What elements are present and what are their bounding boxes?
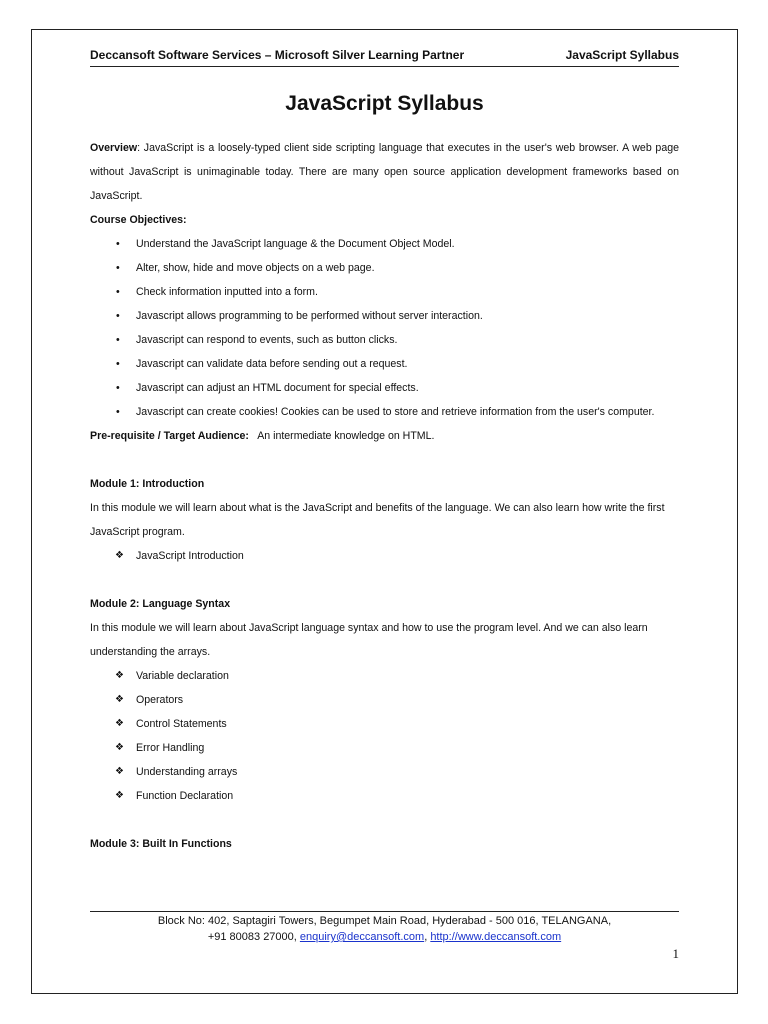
footer-address: Block No: 402, Saptagiri Towers, Begumpet Main Road, Hyderabad - 500 016, TELANGANA, xyxy=(157,915,612,927)
overview-label: Overview xyxy=(90,142,138,154)
objectives-list xyxy=(90,232,679,424)
overview-paragraph xyxy=(90,136,679,208)
bullet-icon: • xyxy=(116,382,120,394)
module-heading: Module 2: Language Syntax xyxy=(90,598,231,610)
module-description: In this module we will learn about JavaScript language syntax and how to use the program level. And we can also learn understanding the arrays. xyxy=(90,622,648,658)
footer-rule xyxy=(90,911,679,912)
list-item: • Understand the JavaScript language & the Document Object Model. xyxy=(90,232,679,256)
module-heading: Module 1: Introduction xyxy=(90,478,205,490)
list-item: • Javascript allows programming to be performed without server interaction. xyxy=(90,304,679,328)
footer-contact: +91 80083 27000, enquiry@deccansoft.com, http://www.deccansoft.com xyxy=(207,931,562,943)
diamond-bullet-icon: ❖ xyxy=(115,742,124,753)
overview-text: : JavaScript is a loosely-typed client side scripting language that executes in the user's web browser. A web page without JavaScript is unimaginable today. There are many open source application development frameworks based on JavaScript. xyxy=(90,142,679,202)
list-item: ❖ Error Handling xyxy=(90,736,679,760)
list-item: • Check information inputted into a form. xyxy=(90,280,679,304)
diamond-bullet-icon: ❖ xyxy=(115,670,124,681)
bullet-icon: • xyxy=(116,238,120,250)
list-item: • Alter, show, hide and move objects on a web page. xyxy=(90,256,679,280)
module-topics xyxy=(90,544,679,568)
page-number: 1 xyxy=(672,946,679,961)
list-item: ❖ Understanding arrays xyxy=(90,760,679,784)
module-heading: Module 3: Built In Functions xyxy=(90,838,232,850)
bullet-icon: • xyxy=(116,406,120,418)
diamond-bullet-icon: ❖ xyxy=(115,694,124,705)
list-item: ❖ JavaScript Introduction xyxy=(90,544,679,568)
footer-phone: +91 80083 27000, xyxy=(207,931,300,943)
bullet-icon: • xyxy=(116,310,120,322)
list-item: • Javascript can respond to events, such as button clicks. xyxy=(90,328,679,352)
bullet-icon: • xyxy=(116,334,120,346)
list-item: ❖ Variable declaration xyxy=(90,664,679,688)
prerequisite-line xyxy=(90,424,679,448)
list-item: ❖ Function Declaration xyxy=(90,784,679,808)
bullet-icon: • xyxy=(116,358,120,370)
page-footer xyxy=(90,913,679,945)
list-item: • Javascript can create cookies! Cookies can be used to store and retrieve information from the user's computer. xyxy=(90,400,679,424)
list-item: • Javascript can adjust an HTML document for special effects. xyxy=(90,376,679,400)
bullet-icon: • xyxy=(116,262,120,274)
email-link[interactable]: enquiry@deccansoft.com xyxy=(299,931,425,943)
prerequisite-text: An intermediate knowledge on HTML. xyxy=(257,430,435,442)
list-item: • Javascript can validate data before sending out a request. xyxy=(90,352,679,376)
running-header xyxy=(90,48,679,62)
bullet-icon: • xyxy=(116,286,120,298)
website-link[interactable]: http://www.deccansoft.com xyxy=(430,931,562,943)
diamond-bullet-icon: ❖ xyxy=(115,550,124,561)
diamond-bullet-icon: ❖ xyxy=(115,766,124,777)
header-right: JavaScript Syllabus xyxy=(565,48,679,62)
document-body xyxy=(90,136,679,856)
diamond-bullet-icon: ❖ xyxy=(115,718,124,729)
diamond-bullet-icon: ❖ xyxy=(115,790,124,801)
document-page xyxy=(31,29,738,994)
header-left: Deccansoft Software Services – Microsoft Silver Learning Partner xyxy=(90,48,465,62)
header-rule xyxy=(90,66,679,67)
list-item: ❖ Control Statements xyxy=(90,712,679,736)
page-title: JavaScript Syllabus xyxy=(285,92,484,115)
objectives-heading: Course Objectives: xyxy=(90,214,187,226)
module-topics xyxy=(90,664,679,808)
module-description: In this module we will learn about what is the JavaScript and benefits of the language. We can also learn how write the first JavaScript program. xyxy=(90,502,665,538)
list-item: ❖ Operators xyxy=(90,688,679,712)
prerequisite-label: Pre-requisite / Target Audience: xyxy=(90,430,249,442)
